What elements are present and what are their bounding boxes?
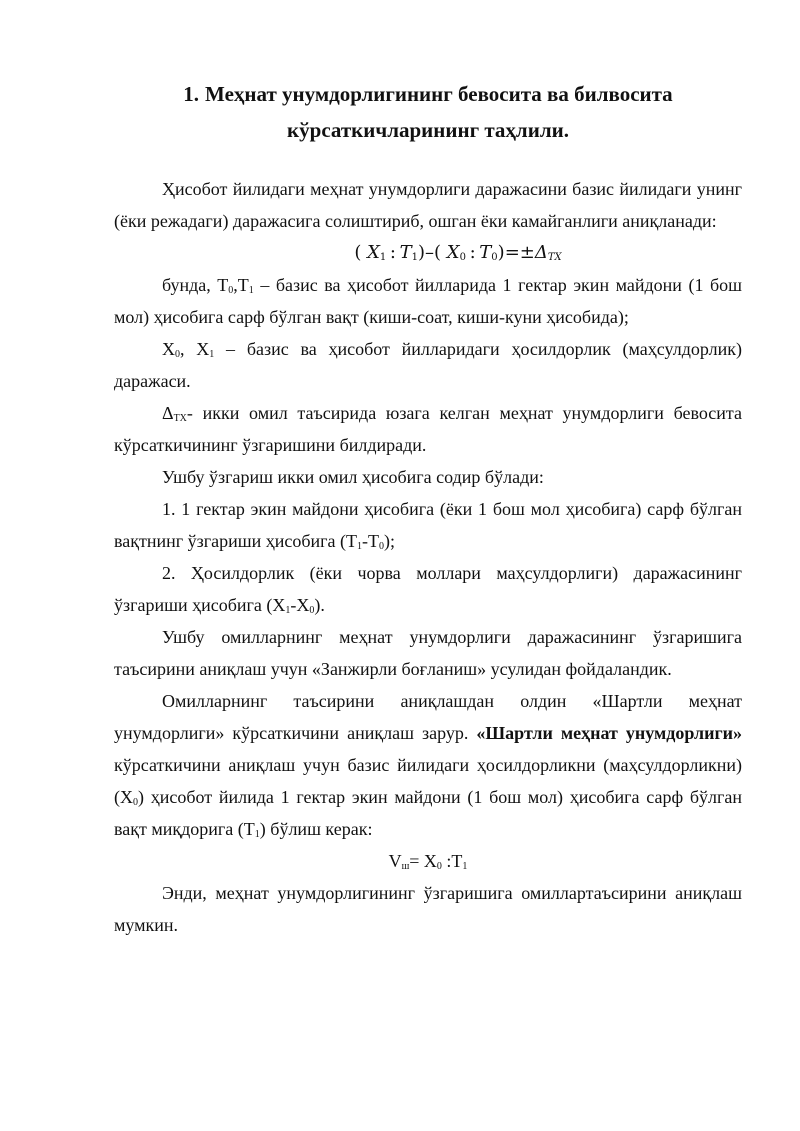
list-item-2: 2. Ҳосилдорлик (ёки чорва моллари маҳсулдорлиги) даражасининг ўзгариши ҳисобига $(Х_1-Х_0)$. xyxy=(114,563,742,616)
paragraph-two-factors: Ушбу ўзгариш икки омил ҳисобига содир бўлади: xyxy=(162,467,544,487)
paragraph-x-definition: $Х_0$, $Х_1$ – базис ва ҳисобот йилларидаги ҳосилдорлик (маҳсулдорлик) даражаси. xyxy=(114,339,743,391)
paragraph-conditional-productivity: Омилларнинг таъсирини аниқлашдан олдин «Шартли меҳнат унумдорлиги» кўрсаткичини аниқлаш зарур. «Шартли меҳнат унумдорлиги» кўрсаткичини аниқлаш учун базис йилидаги ҳосилдорликни (маҳсулдорликни) $(Х_0)$ ҳисобот йилида 1 гектар экин майдони (1 бош мол) ҳисобига сарф бўлган вақт миқдорига $(Т_1)$ бўлиш керак: xyxy=(114,691,742,840)
paragraph-intro: Ҳисобот йилидаги меҳнат унумдорлиги даражасини базис йилидаги унинг (ёки режадаги) даражасига солиштириб, ошган ёки камайганлиги аниқланади: xyxy=(114,179,742,231)
paragraph-t-definition: бунда, $Т_0,Т_1$ – базис ва ҳисобот йилларида 1 гектар экин майдони (1 бош мол) ҳисобига сарф бўлган вақт (киши-соат, киши-куни ҳисобида); xyxy=(114,275,743,327)
section-heading xyxy=(114,76,742,148)
formula-delta: ( $X_1$ : $T_1)-$( $X_0$ : $T_0)=\pm\Delta_{TX}$ xyxy=(354,242,562,263)
paragraph-conclusion: Энди, меҳнат унумдорлигининг ўзгаришига омиллартаъсирини аниқлаш мумкин. xyxy=(114,883,742,935)
paragraph-chain-method: Ушбу омилларнинг меҳнат унумдорлиги даражасининг ўзгаришига таъсирини аниқлаш учун «Занжирли боғланиш» усулидан фойдаландик. xyxy=(114,627,742,679)
formula-conditional: $V_ш= Х_0$ $:Т_1$ xyxy=(388,851,468,872)
paragraph-delta-definition: $\Delta_{ТХ}-$ икки омил таъсирида юзага келган меҳнат унумдорлиги бевосита кўрсаткичининг ўзгаришини билдиради. xyxy=(114,403,742,455)
heading-line-2: кўрсаткичларининг таҳлили. xyxy=(287,118,569,142)
bold-term: «Шартли меҳнат унумдорлиги» xyxy=(476,723,742,743)
heading-number: 1. xyxy=(183,82,200,106)
list-item-1: 1. 1 гектар экин майдони ҳисобига (ёки 1 бош мол ҳисобига) сарф бўлган вақтнинг ўзгариши ҳисобига $(Т_1-Т_0)$; xyxy=(114,499,742,552)
heading-line-1: 1. Меҳнат унумдорлигининг бевосита ва билвосита xyxy=(183,82,673,106)
document-page xyxy=(114,76,742,941)
